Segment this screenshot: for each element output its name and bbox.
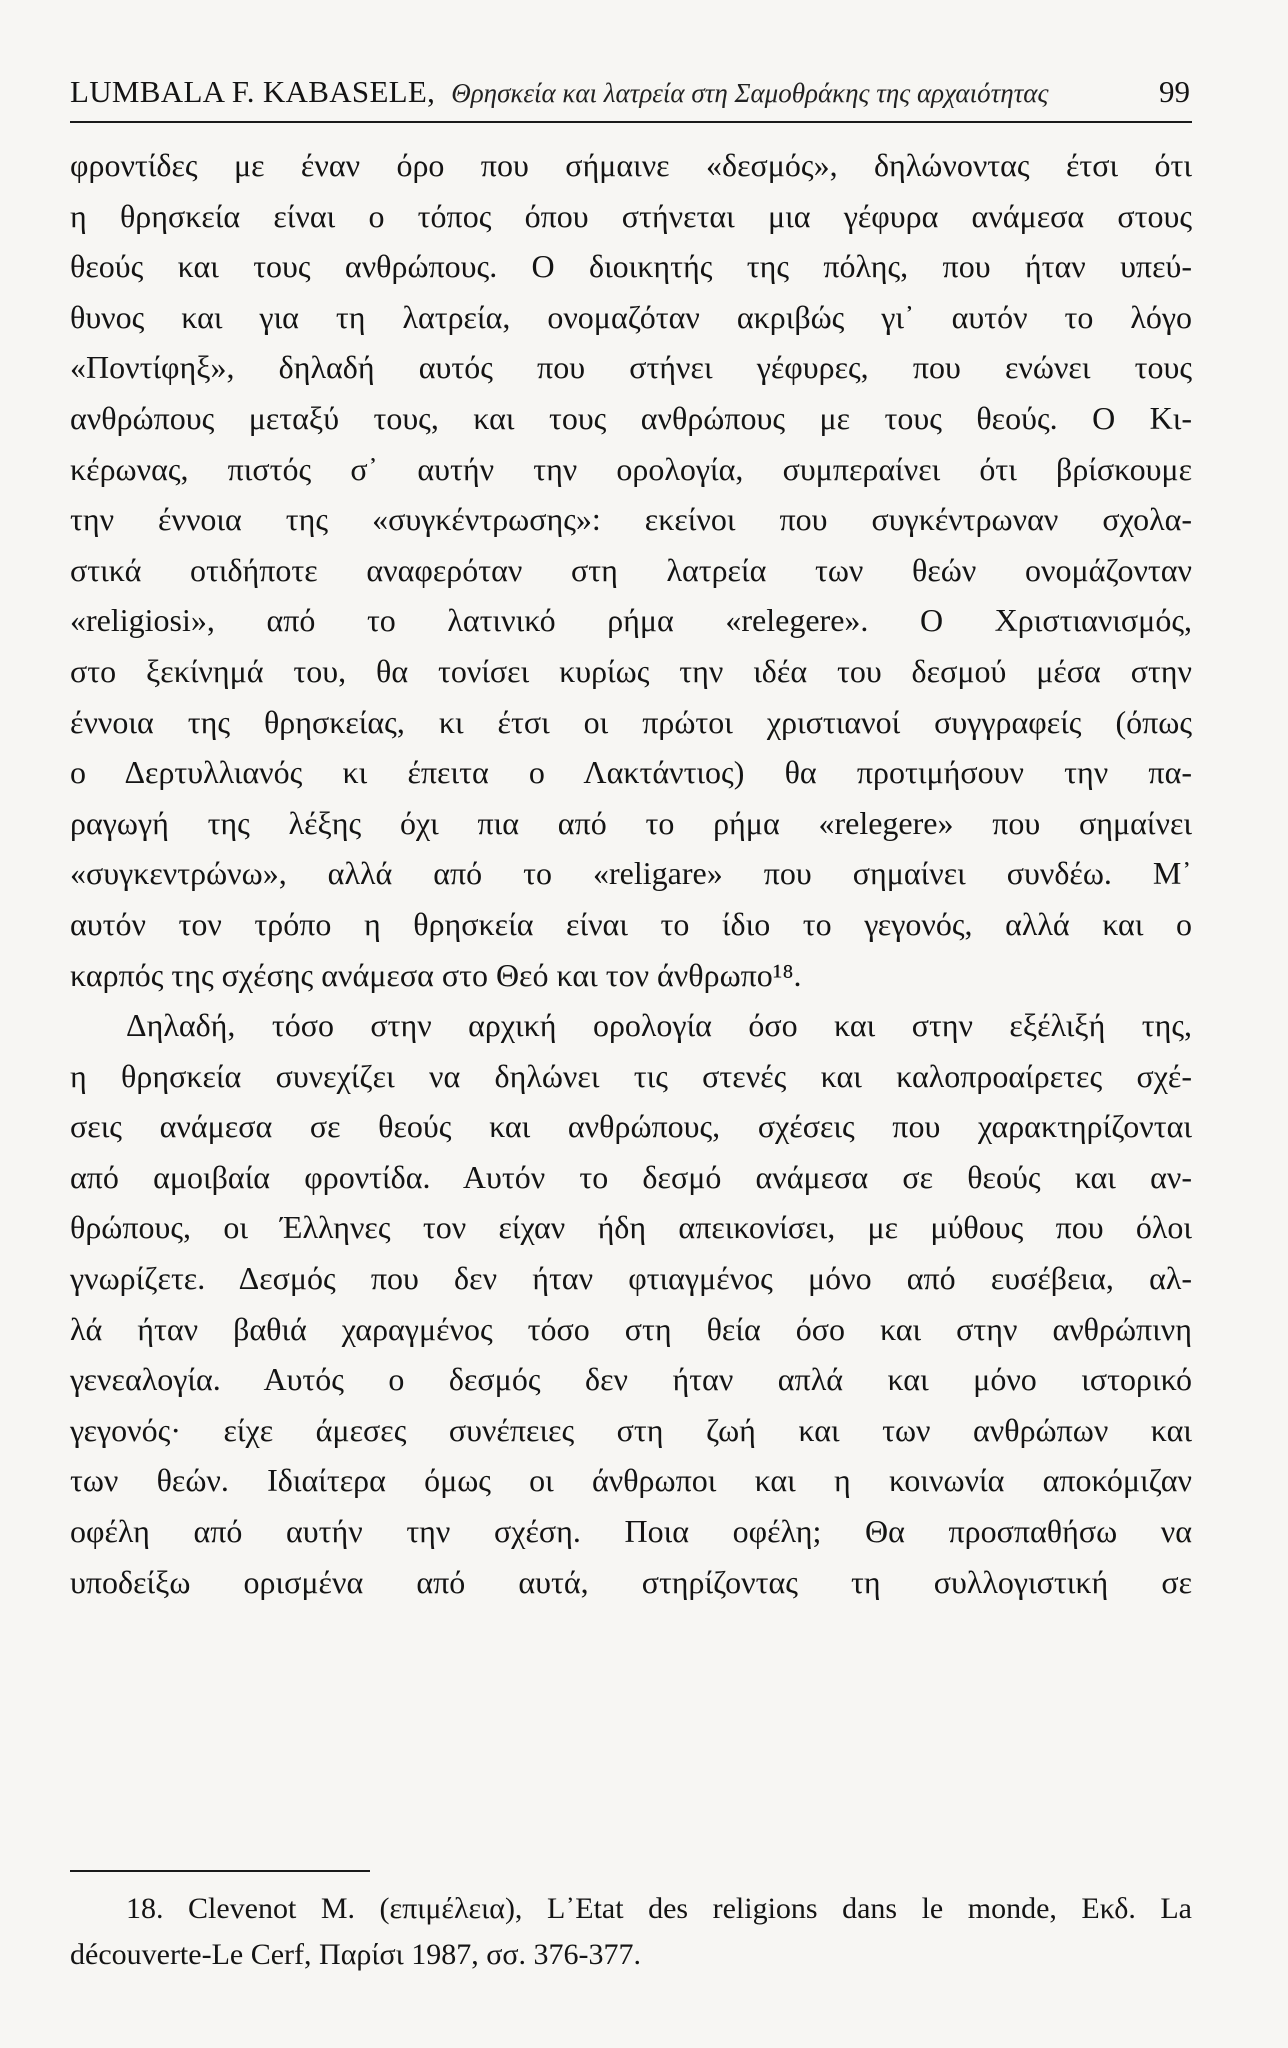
running-head — [70, 74, 1190, 120]
text-line: οφέλη από αυτήν την σχέση. Ποια οφέλη; Θα προσπαθήσω να — [70, 1513, 1192, 1550]
text-line: των θεών. Ιδιαίτερα όμως οι άνθρωποι και η κοινωνία αποκόμιζαν — [70, 1462, 1192, 1499]
text-line: στο ξεκίνημά του, θα τονίσει κυρίως την ιδέα του δεσμού μέσα στην — [70, 652, 1192, 689]
text-line: την έννοια της «συγκέντρωσης»: εκείνοι που συγκέντρωναν σχολα- — [70, 501, 1192, 538]
body-text — [70, 140, 1192, 1607]
text-line: ανθρώπους μεταξύ τους, και τους ανθρώπους με τους θεούς. Ο Κι- — [70, 399, 1192, 436]
text-line: αυτόν τον τρόπο η θρησκεία είναι το ίδιο το γεγονός, αλλά και ο — [70, 905, 1192, 942]
text-line: γεγονός· είχε άμεσες συνέπειες στη ζωή και των ανθρώπων και — [70, 1411, 1192, 1448]
text-line: φροντίδες με έναν όρο που σήμαινε «δεσμός», δηλώνοντας έτσι ότι — [70, 147, 1192, 183]
text-line: λά ήταν βαθιά χαραγμένος τόσο στη θεία όσο και στην ανθρώπινη — [70, 1310, 1192, 1347]
text-line: γνωρίζετε. Δεσμός που δεν ήταν φτιαγμένος μόνο από ευσέβεια, αλ- — [70, 1260, 1192, 1297]
running-head-author: LUMBALA F. KABASELE, — [70, 74, 436, 109]
text-line: «συγκεντρώνω», αλλά από το «religare» που σημαίνει συνδέω. Μ᾽ — [70, 855, 1192, 892]
footnote-line: découverte-Le Cerf, Παρίσι 1987, σσ. 376-377. — [70, 1938, 642, 1971]
text-line: κέρωνας, πιστός σ᾽ αυτήν την ορολογία, συμπεραίνει ότι βρίσκουμε — [70, 450, 1192, 487]
text-line: από αμοιβαία φροντίδα. Αυτόν το δεσμό ανάμεσα σε θεούς και αν- — [70, 1158, 1192, 1195]
text-line: «religiosi», από το λατινικό ρήμα «relegere». Ο Χριστιανισμός, — [70, 602, 1192, 639]
header-rule — [70, 121, 1192, 123]
text-line: στικά οτιδήποτε αναφερόταν στη λατρεία των θεών ονομάζονταν — [70, 551, 1192, 588]
footnote-rule — [70, 1870, 370, 1872]
text-line: η θρησκεία είναι ο τόπος όπου στήνεται μια γέφυρα ανάμεσα στους — [70, 197, 1192, 234]
running-head-title: Θρησκεία και λατρεία στη Σαμοθράκης της αρχαιότητας — [451, 78, 1049, 108]
text-line: υποδείξω ορισμένα από αυτά, στηρίζοντας τη συλλογιστική σε — [70, 1563, 1192, 1600]
text-line: η θρησκεία συνεχίζει να δηλώνει τις στενές και καλοπροαίρετες σχέ- — [70, 1057, 1192, 1094]
text-line: θυνος και για τη λατρεία, ονομαζόταν ακριβώς γι᾽ αυτόν το λόγο — [70, 298, 1192, 335]
text-line: έννοια της θρησκείας, κι έτσι οι πρώτοι χριστιανοί συγγραφείς (όπως — [70, 703, 1192, 740]
text-line: ραγωγή της λέξης όχι πια από το ρήμα «relegere» που σημαίνει — [70, 804, 1192, 841]
text-line: Δηλαδή, τόσο στην αρχική ορολογία όσο και στην εξέλιξή της, — [126, 1007, 1192, 1044]
text-line: σεις ανάμεσα σε θεούς και ανθρώπους, σχέσεις που χαρακτηρίζονται — [70, 1108, 1192, 1145]
text-line: θεούς και τους ανθρώπους. Ο διοικητής της πόλης, που ήταν υπεύ- — [70, 248, 1192, 285]
footnote-line: 18. Clevenot M. (επιμέλεια), L᾽Etat des religions dans le monde, Εκδ. La — [126, 1892, 1192, 1925]
text-line: ο Δερτυλλιανός κι έπειτα ο Λακτάντιος) θα προτιμήσουν την πα- — [70, 754, 1192, 791]
footnote — [70, 1886, 1192, 1978]
text-line: καρπός της σχέσης ανάμεσα στο Θεό και τον άνθρωπο¹⁸. — [70, 956, 802, 993]
text-line: γενεαλογία. Αυτός ο δεσμός δεν ήταν απλά και μόνο ιστορικό — [70, 1361, 1192, 1398]
text-line: θρώπους, οι Έλληνες τον είχαν ήδη απεικονίσει, με μύθους που όλοι — [70, 1209, 1192, 1246]
page-number: 99 — [1159, 74, 1190, 109]
text-line: «Ποντίφηξ», δηλαδή αυτός που στήνει γέφυρες, που ενώνει τους — [70, 349, 1192, 386]
